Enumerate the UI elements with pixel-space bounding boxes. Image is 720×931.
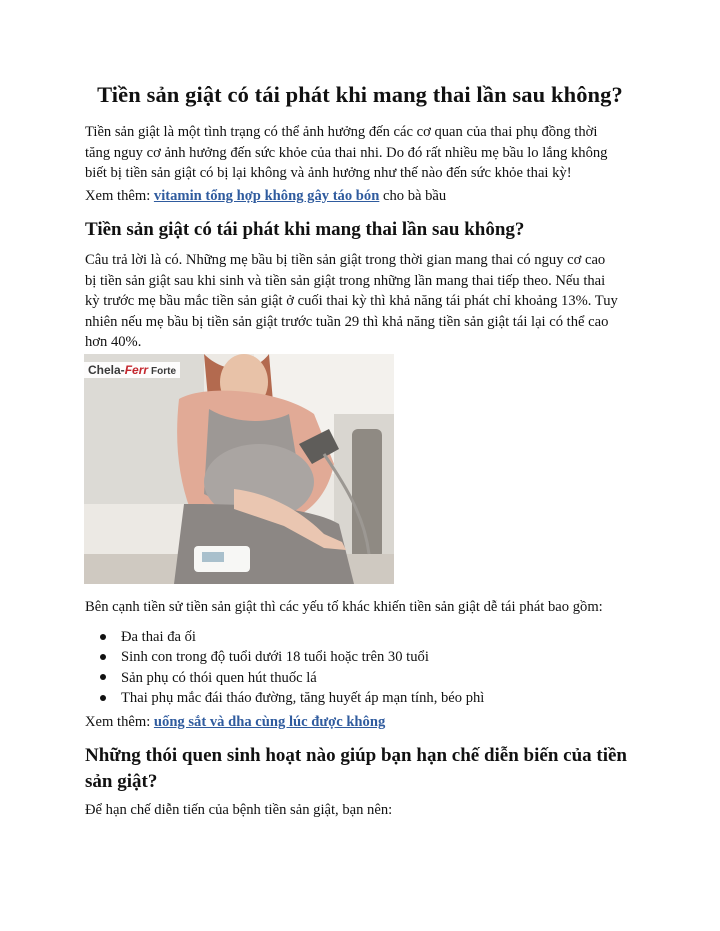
page-title: Tiền sản giật có tái phát khi mang thai lần sau không?	[97, 82, 623, 107]
section-heading-habits	[85, 743, 627, 795]
bullet-icon	[100, 654, 106, 660]
see-more-prefix: Xem thêm:	[85, 714, 154, 730]
list-item-text: Sinh con trong độ tuổi dưới 18 tuổi hoặc trên 30 tuổi	[121, 649, 429, 666]
logo-text-forte: Forte	[151, 366, 177, 377]
factors-intro: Bên cạnh tiền sử tiền sản giật thì các yếu tố khác khiến tiền sản giật dễ tái phát bao gồm:	[85, 599, 603, 615]
see-more-prefix: Xem thêm:	[85, 188, 154, 204]
list-item	[100, 647, 484, 667]
intro-line: tăng nguy cơ ảnh hưởng đến sức khỏe của thai nhi. Do đó rất nhiều mẹ bầu lo lắng không	[85, 144, 608, 161]
list-item-text: Sản phụ có thói quen hút thuốc lá	[121, 669, 317, 686]
vitamin-link[interactable]: vitamin tổng hợp không gây táo bón	[153, 188, 380, 204]
section-heading-recurrence: Tiền sản giật có tái phát khi mang thai lần sau không?	[85, 219, 525, 240]
list-item	[100, 688, 484, 708]
intro-line: Tiền sản giật là một tình trạng có thể ảnh hưởng đến các cơ quan của thai phụ đồng thời	[85, 124, 598, 140]
heading-line: sản giật?	[85, 771, 158, 792]
bullet-icon	[100, 674, 106, 680]
answer-line: kỳ trước mẹ bầu mắc tiền sản giật ở cuối thai kỳ thì khả năng tái phát chỉ khoảng 13%. Tuy	[85, 293, 618, 309]
risk-factor-list	[100, 627, 484, 708]
brand-logo	[84, 362, 180, 378]
list-item-text: Thai phụ mắc đái tháo đường, tăng huyết áp mạn tính, béo phì	[121, 689, 485, 706]
see-more-suffix: cho bà bầu	[379, 188, 447, 204]
intro-paragraph	[85, 122, 640, 184]
answer-line: Câu trả lời là có. Những mẹ bầu bị tiền sản giật trong thời gian mang thai có nguy cơ cao	[85, 252, 606, 268]
answer-paragraph	[85, 250, 640, 353]
list-item	[100, 627, 484, 647]
photo-illustration	[84, 354, 394, 584]
see-more-1	[85, 188, 446, 205]
logo-text-chela: Chela-	[88, 363, 125, 377]
bullet-icon	[100, 695, 106, 701]
pregnant-woman-blood-pressure-photo	[84, 354, 394, 584]
heading-line: Những thói quen sinh hoạt nào giúp bạn hạn chế diễn biến của tiền	[85, 745, 627, 766]
answer-line: nhiên nếu mẹ bầu bị tiền sản giật trước tuần 29 thì khả năng tiền sản giật tái lại có thể cao	[85, 313, 609, 330]
see-more-2	[85, 714, 385, 731]
intro-line: biết bị tiền sản giật có bị lại không và ảnh hưởng như thế nào đến sức khỏe thai kỳ!	[85, 165, 572, 181]
iron-dha-link[interactable]: uống sắt và dha cùng lúc được không	[153, 714, 386, 730]
list-item-text: Đa thai đa ối	[121, 629, 196, 645]
answer-line: hơn 40%.	[85, 334, 142, 350]
bullet-icon	[100, 634, 106, 640]
answer-line: bị tiền sản giật sau khi sinh và tiền sản giật trong những lần mang thai tiếp theo. Nếu thai	[85, 272, 606, 289]
closing-paragraph: Để hạn chế diễn tiến của bệnh tiền sản giật, bạn nên:	[85, 802, 393, 818]
list-item	[100, 668, 484, 688]
logo-text-ferr: Ferr	[124, 363, 149, 377]
